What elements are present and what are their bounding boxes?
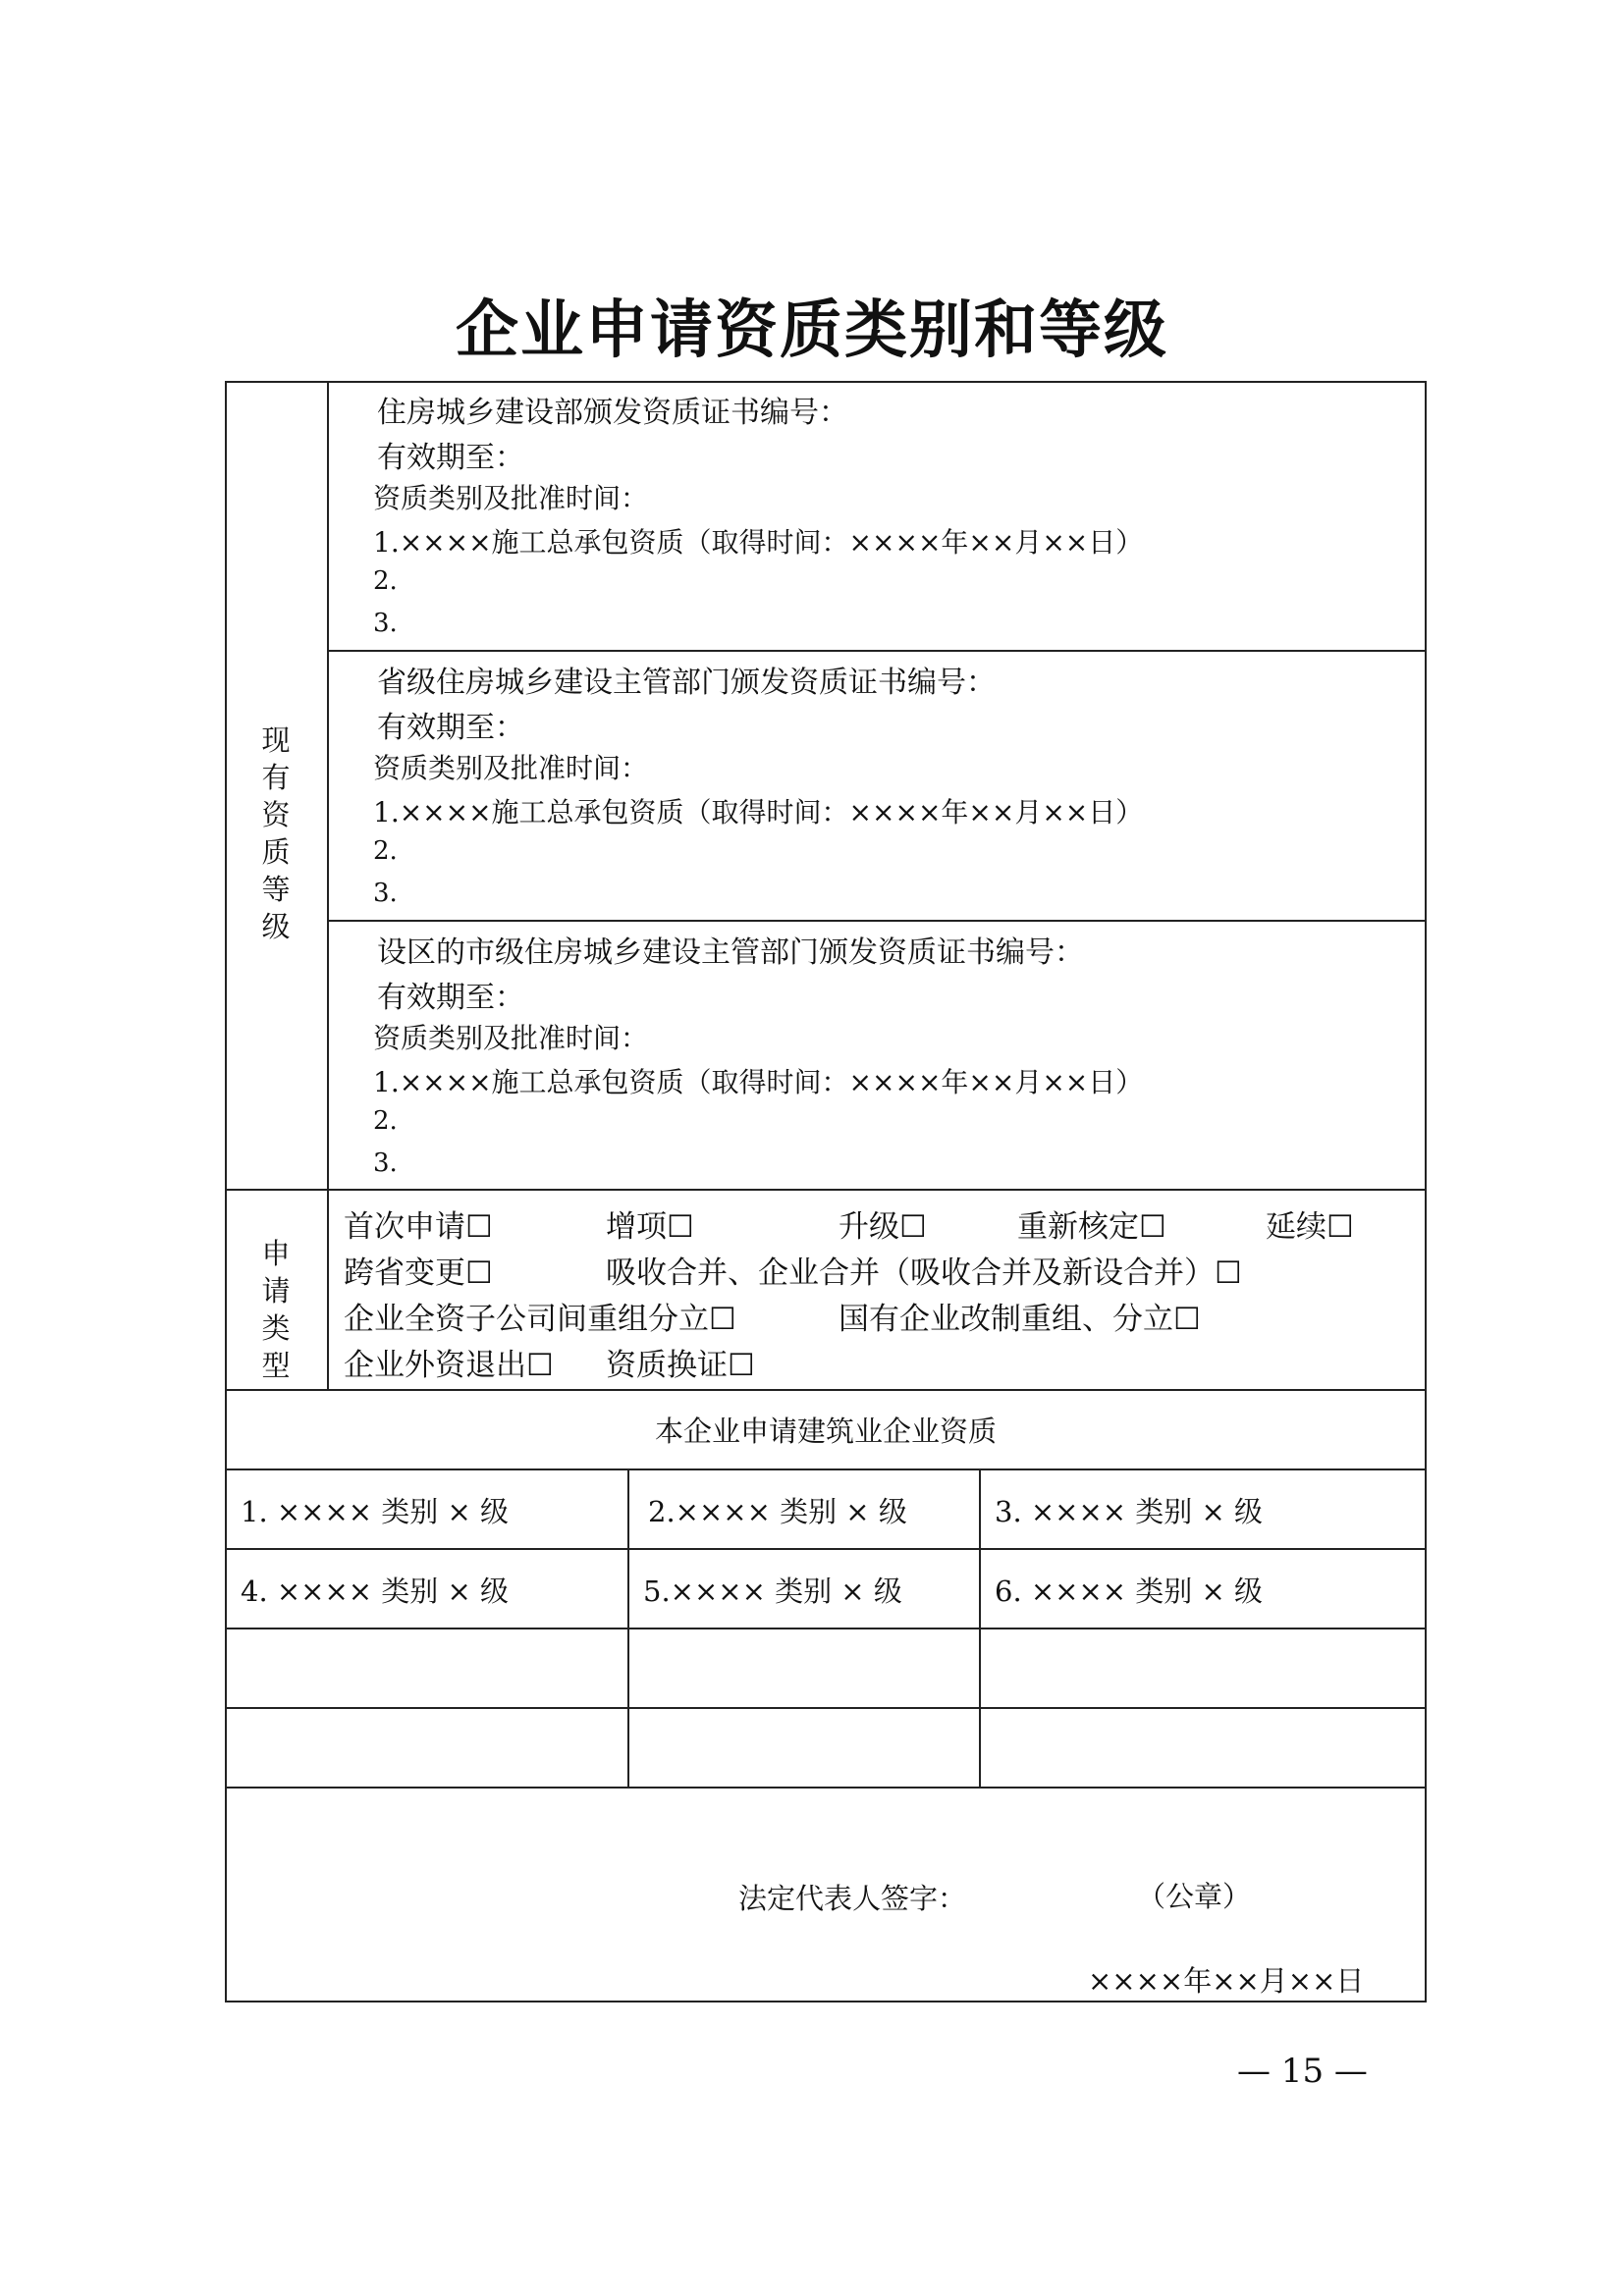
requested-item-5: 5.×××× 类别 × 级 — [643, 1575, 902, 1608]
grid-col-line-1 — [627, 1468, 629, 1789]
block-1-heading: 住房城乡建设部颁发资质证书编号： — [377, 396, 848, 430]
side-column-divider — [327, 381, 329, 1390]
requested-item-4: 4. ×××× 类别 × 级 — [241, 1575, 510, 1608]
table-border-right — [1425, 381, 1427, 2002]
block-1-valid: 有效期至： — [377, 441, 524, 475]
block-3-category: 资质类别及批准时间： — [373, 1022, 649, 1054]
option-reassessment[interactable]: 重新核定☐ — [1017, 1209, 1166, 1245]
option-merger[interactable]: 吸收合并、企业合并（吸收合并及新设合并）☐ — [606, 1255, 1242, 1291]
block-1-item-1: 1.××××施工总承包资质（取得时间：××××年××月××日） — [373, 526, 1144, 559]
grid-row-line-4 — [225, 1707, 1427, 1709]
side-char: 质 — [261, 835, 291, 869]
block-2-item-1: 1.××××施工总承包资质（取得时间：××××年××月××日） — [373, 796, 1144, 828]
option-foreign-exit[interactable]: 企业外资退出☐ — [344, 1348, 554, 1383]
option-certificate-exchange[interactable]: 资质换证☐ — [606, 1348, 755, 1383]
block-3-item-2: 2. — [373, 1106, 398, 1136]
table-border-top — [225, 381, 1427, 383]
block-1-category: 资质类别及批准时间： — [373, 482, 649, 514]
side-char: 级 — [261, 910, 291, 943]
table-border-bottom — [225, 2001, 1427, 2002]
option-soe-restructure[interactable]: 国有企业改制重组、分立☐ — [839, 1302, 1201, 1337]
block-2-heading: 省级住房城乡建设主管部门颁发资质证书编号： — [377, 666, 996, 700]
side-char: 有 — [261, 761, 291, 794]
option-renewal[interactable]: 延续☐ — [1266, 1209, 1354, 1245]
side-char: 型 — [261, 1349, 291, 1382]
page-number: — 15 — — [1237, 2052, 1368, 2091]
grid-row-line-3 — [225, 1628, 1427, 1629]
option-cross-province-change[interactable]: 跨省变更☐ — [344, 1255, 493, 1291]
option-subsidiary-restructure[interactable]: 企业全资子公司间重组分立☐ — [344, 1302, 736, 1337]
side-char: 申 — [261, 1237, 291, 1270]
company-seal-label: （公章） — [1137, 1880, 1252, 1913]
block-3-item-1: 1.××××施工总承包资质（取得时间：××××年××月××日） — [373, 1066, 1144, 1098]
option-upgrade[interactable]: 升级☐ — [839, 1209, 927, 1245]
side-char: 请 — [261, 1274, 291, 1308]
table-border-left — [225, 381, 227, 2002]
block-1-item-2: 2. — [373, 566, 398, 596]
requested-header: 本企业申请建筑业企业资质 — [654, 1415, 997, 1448]
side-char: 等 — [261, 873, 291, 906]
side-char: 类 — [261, 1311, 291, 1345]
requested-item-3: 3. ×××× 类别 × 级 — [995, 1495, 1264, 1528]
requested-item-1: 1. ×××× 类别 × 级 — [241, 1495, 510, 1528]
application-side-label — [250, 1235, 301, 1384]
requested-item-6: 6. ×××× 类别 × 级 — [995, 1575, 1264, 1608]
grid-row-line-5 — [225, 1787, 1427, 1789]
option-add-item[interactable]: 增项☐ — [606, 1209, 694, 1245]
option-first-application[interactable]: 首次申请☐ — [344, 1209, 493, 1245]
existing-side-label — [250, 721, 301, 945]
section-divider-requested — [225, 1389, 1427, 1391]
block-divider-1 — [327, 650, 1427, 652]
grid-row-line-1 — [225, 1468, 1427, 1470]
signature-date: ××××年××月××日 — [1088, 1964, 1365, 1998]
grid-row-line-2 — [225, 1548, 1427, 1550]
block-3-valid: 有效期至： — [377, 981, 524, 1015]
side-char: 资 — [261, 798, 291, 831]
legal-representative-signature-label: 法定代表人签字： — [738, 1882, 967, 1915]
block-2-item-3: 3. — [373, 879, 398, 908]
block-2-item-2: 2. — [373, 836, 398, 866]
section-divider-application — [225, 1189, 1427, 1191]
side-char: 现 — [261, 723, 291, 757]
block-divider-2 — [327, 920, 1427, 922]
page-title: 企业申请资质类别和等级 — [456, 294, 1168, 367]
requested-item-2: 2.×××× 类别 × 级 — [648, 1495, 907, 1528]
block-2-valid: 有效期至： — [377, 711, 524, 745]
grid-col-line-2 — [979, 1468, 981, 1789]
block-3-heading: 设区的市级住房城乡建设主管部门颁发资质证书编号： — [377, 935, 1084, 970]
block-3-item-3: 3. — [373, 1148, 398, 1178]
block-2-category: 资质类别及批准时间： — [373, 752, 649, 784]
block-1-item-3: 3. — [373, 609, 398, 638]
